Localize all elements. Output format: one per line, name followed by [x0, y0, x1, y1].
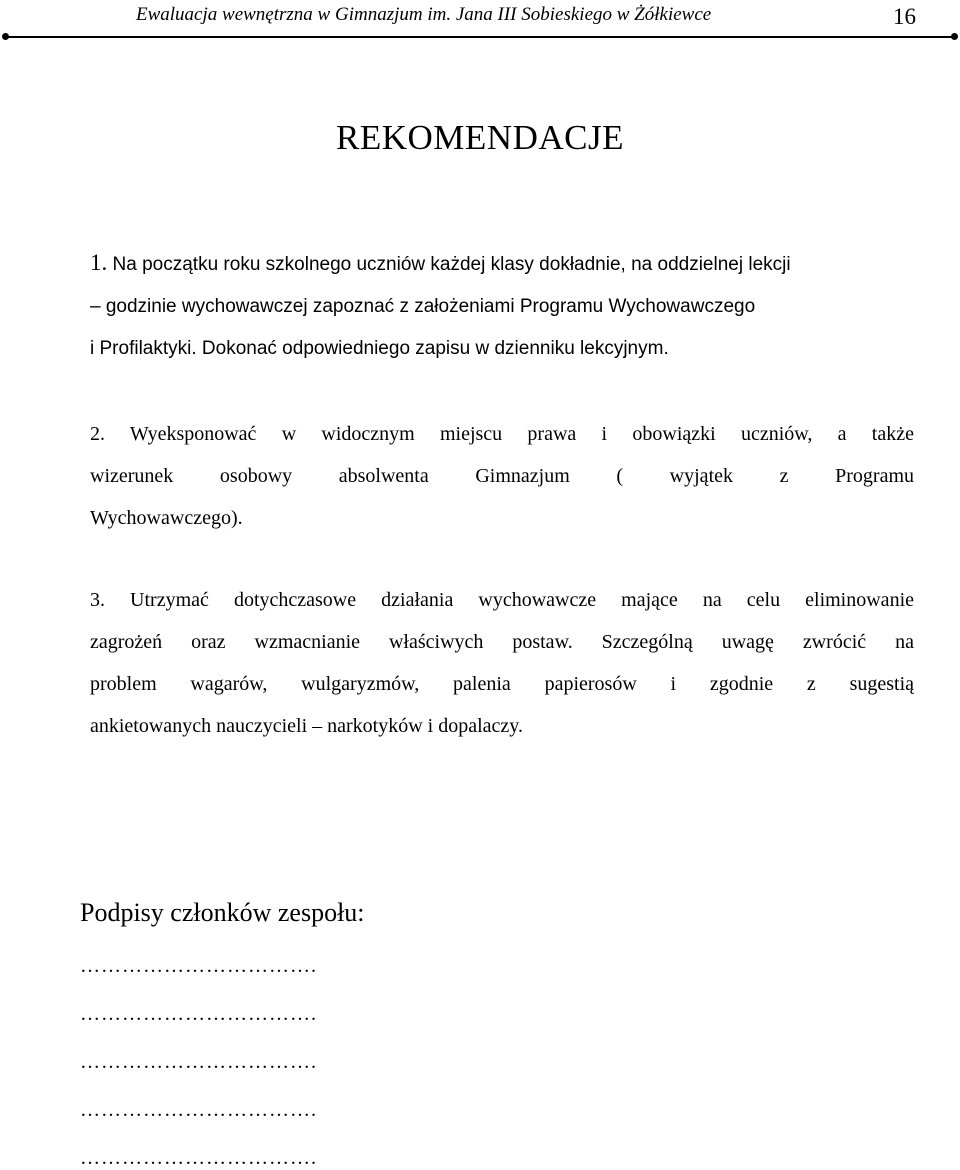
recommendation-1-line-1: 1. Na początku roku szkolnego uczniów każdej klasy dokładnie, na oddzielnej lekcji	[90, 250, 791, 275]
signature-line-2: …………………………….	[80, 1003, 317, 1025]
recommendation-1-number: 1.	[90, 250, 108, 275]
document-title: REKOMENDACJE	[336, 118, 624, 157]
signatures-section	[80, 893, 365, 1169]
recommendation-3-line-3: problem wagarów, wulgaryzmów, palenia papierosów i zgodnie z sugestią	[90, 673, 914, 695]
signature-line-5: …………………………….	[80, 1147, 317, 1169]
recommendation-1	[90, 242, 914, 370]
header-rule-right-dot	[951, 33, 958, 40]
header-rule	[6, 36, 956, 38]
recommendation-3-line-1: 3. Utrzymać dotychczasowe działania wychowawcze mające na celu eliminowanie	[90, 589, 914, 611]
recommendation-3	[90, 579, 914, 747]
recommendation-3-line-4: ankietowanych nauczycieli – narkotyków i dopalaczy.	[90, 715, 523, 737]
recommendation-1-line-3: i Profilaktyki. Dokonać odpowiedniego zapisu w dzienniku lekcyjnym.	[90, 338, 669, 359]
header-title: Ewaluacja wewnętrzna w Gimnazjum im. Jana III Sobieskiego w Żółkiewce	[136, 4, 712, 25]
recommendation-2-line-2: wizerunek osobowy absolwenta Gimnazjum ( wyjątek z Programu	[90, 465, 914, 487]
recommendation-2-line-1: 2. Wyeksponować w widocznym miejscu prawa i obowiązki uczniów, a także	[90, 423, 914, 445]
recommendation-3-number: 3.	[90, 589, 105, 611]
signature-line-1: …………………………….	[80, 955, 317, 977]
recommendation-2-number: 2.	[90, 423, 105, 445]
recommendation-2	[90, 413, 914, 539]
page-number: 16	[893, 4, 916, 29]
page-header	[0, 0, 960, 40]
recommendation-1-line-2: – godzinie wychowawczej zapoznać z założeniami Programu Wychowawczego	[90, 296, 756, 317]
signature-line-4: …………………………….	[80, 1099, 317, 1121]
recommendation-2-line-3: Wychowawczego).	[90, 507, 243, 529]
signature-line-3: …………………………….	[80, 1051, 317, 1073]
signatures-title: Podpisy członków zespołu:	[80, 898, 365, 927]
recommendation-3-line-2: zagrożeń oraz wzmacnianie właściwych postaw. Szczególną uwagę zwrócić na	[90, 631, 914, 653]
